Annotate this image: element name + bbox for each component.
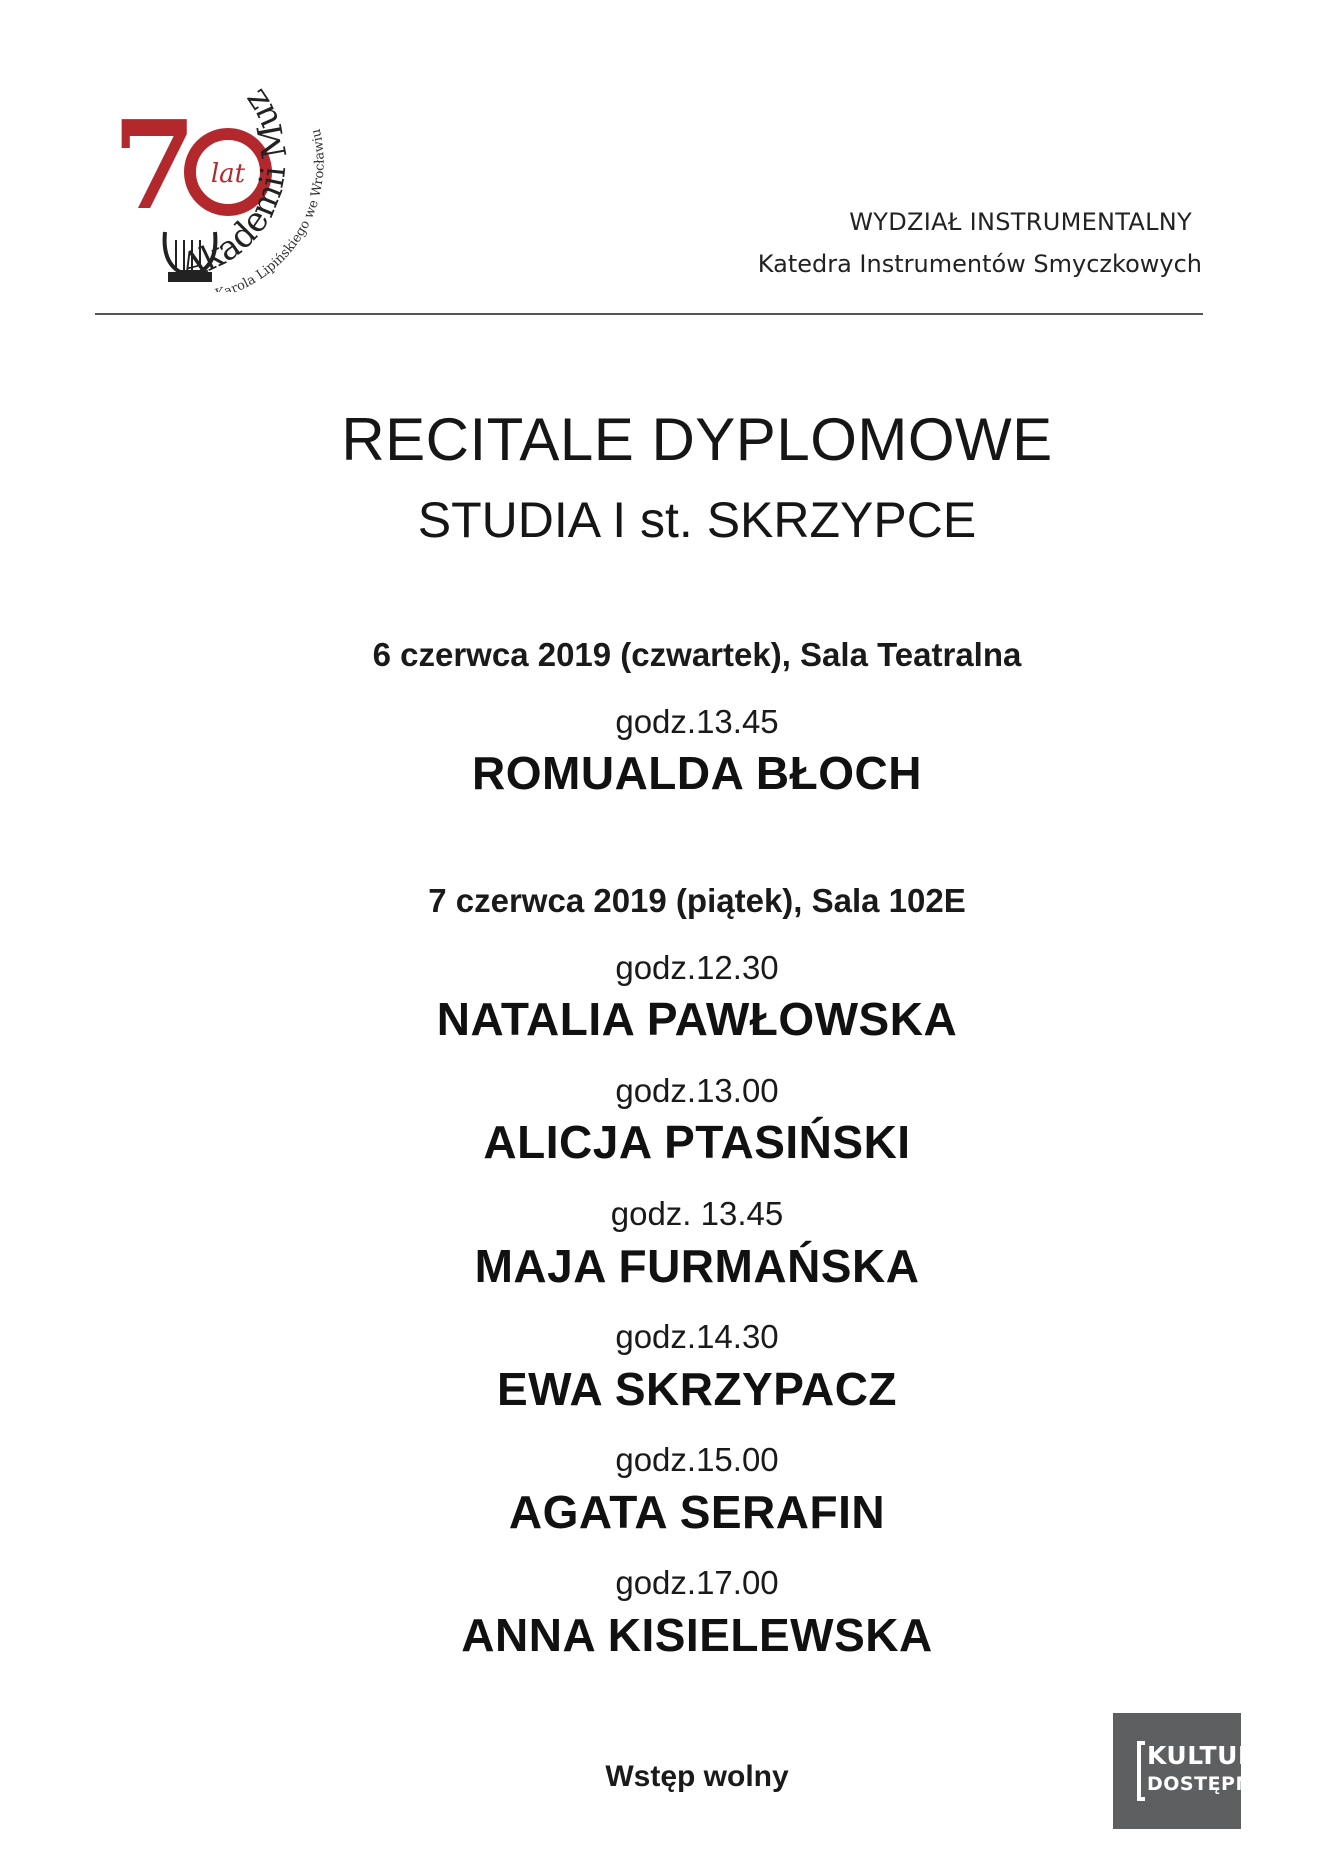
performance-time: godz. 13.45 <box>610 1195 784 1232</box>
performer-name: EWA SKRZYPACZ <box>496 1363 898 1415</box>
performer-name: ALICJA PTASIŃSKI <box>483 1116 911 1168</box>
svg-text:7: 7 <box>112 93 197 237</box>
performance-time: godz.13.45 <box>615 703 779 740</box>
badge-line1: KULTURA <box>1147 1741 1278 1770</box>
badge-line2: DOSTĘPNA <box>1147 1773 1268 1795</box>
chair-name: Katedra Instrumentów Smyczkowych <box>757 250 1202 278</box>
free-entry-note: Wstęp wolny <box>605 1760 789 1793</box>
performance-time: godz.14.30 <box>615 1318 779 1355</box>
performer-name: MAJA FURMAŃSKA <box>474 1240 920 1292</box>
header-divider <box>95 313 1203 315</box>
performance-time: godz.15.00 <box>615 1441 779 1478</box>
performer-name: ANNA KISIELEWSKA <box>461 1609 933 1661</box>
academy-logo <box>110 72 360 292</box>
logo-arc-text: Akademii Muz <box>176 82 296 287</box>
logo-patron-text: arola Lipińskiego we Wrocławiu <box>222 127 328 292</box>
performance-time: godz.13.00 <box>615 1072 779 1109</box>
performer-name: AGATA SERAFIN <box>508 1486 886 1538</box>
logo-lat-text: lat <box>210 159 246 189</box>
day-date: 7 czerwca 2019 (piątek), Sala 102E <box>428 882 966 919</box>
performance-time: godz.17.00 <box>615 1564 779 1601</box>
academy-logo-graphic <box>110 72 360 292</box>
day-date: 6 czerwca 2019 (czwartek), Sala Teatralna <box>372 636 1022 673</box>
bracket-icon <box>1137 1741 1145 1801</box>
performer-name: ROMUALDA BŁOCH <box>472 747 922 799</box>
page-title: RECITALE DYPLOMOWE <box>341 406 1053 473</box>
page-subtitle: STUDIA I st. SKRZYPCE <box>417 492 977 548</box>
department-name: WYDZIAŁ INSTRUMENTALNY <box>849 208 1192 236</box>
department-header <box>758 208 1202 278</box>
performance-time: godz.12.30 <box>615 949 779 986</box>
kultura-dostepna-badge <box>1113 1713 1278 1829</box>
performer-name: NATALIA PAWŁOWSKA <box>436 993 958 1045</box>
